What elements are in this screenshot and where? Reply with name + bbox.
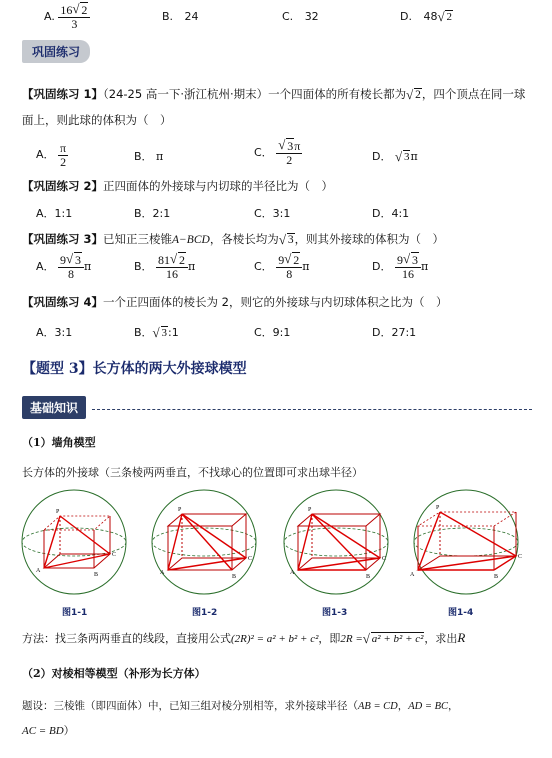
option-label: C． <box>254 146 273 160</box>
q4-option-c: C．9:1 <box>254 326 291 339</box>
radicand: 2 <box>446 11 452 23</box>
separator: ， <box>397 700 409 712</box>
question-2 <box>22 178 333 194</box>
q4-option-d: D．27:1 <box>372 326 417 339</box>
q2-option-d: D．4:1 <box>372 207 410 220</box>
radicand: 3 <box>161 327 168 339</box>
q3-option-a <box>36 251 92 281</box>
frac-den: 8 <box>286 266 293 281</box>
frac-den: 16 <box>166 266 179 281</box>
fraction <box>58 142 68 168</box>
pi: π <box>84 260 92 274</box>
frac-num: 9 <box>278 253 285 267</box>
fraction <box>58 251 84 281</box>
pi: π <box>294 139 301 153</box>
frac-den: 3 <box>71 16 78 31</box>
para-text: 题设：三棱锥（即四面体）中，已知三组对棱分别相等，求外接球半径（ <box>22 700 358 712</box>
svg-text:A: A <box>290 570 295 576</box>
pi: π <box>420 260 429 274</box>
svg-text:C: C <box>248 556 253 562</box>
sqrt: √ 2 <box>72 1 88 17</box>
prev-option-c <box>282 10 319 23</box>
figure-label-4: 图1-4 <box>448 608 474 618</box>
option-label: D. <box>400 10 412 23</box>
q1-option-a <box>36 142 68 168</box>
option-coef: 48 <box>423 10 438 23</box>
figure-label-3: 图1-3 <box>322 608 348 618</box>
math-expr: AB = CD <box>358 701 398 712</box>
q4-option-a: A．3:1 <box>36 326 73 339</box>
sqrt: √ 3 <box>152 325 168 340</box>
q1-option-b <box>134 148 163 164</box>
option-label: B． <box>134 150 153 163</box>
fraction <box>276 137 302 167</box>
option-label: A． <box>36 260 55 274</box>
radicand: 2 <box>293 253 300 267</box>
figure-label-2: 图1-2 <box>192 608 218 618</box>
pi: π <box>188 260 196 274</box>
radicand: 3 <box>287 139 294 153</box>
sqrt: √ 2 <box>170 251 186 267</box>
method-line <box>22 630 465 646</box>
option-label: B. <box>162 10 174 23</box>
question-text: （24-25 高一下·浙江杭州·期末）一个四面体的所有棱长都为 <box>103 87 407 101</box>
frac-den: 16 <box>401 266 414 281</box>
frac-num: π <box>60 141 67 155</box>
question-4 <box>22 294 447 310</box>
svg-text:A: A <box>410 572 415 578</box>
prev-option-d <box>400 10 453 23</box>
subheading-2: （2）对棱相等模型（补形为长方体） <box>22 667 206 680</box>
radicand: a² + b² + c² <box>371 633 424 645</box>
svg-text:C: C <box>382 556 387 562</box>
question-text: 已知正三棱锥 <box>103 232 173 246</box>
radicand: 2 <box>415 89 421 101</box>
option-label: A． <box>36 148 55 162</box>
sqrt: √ 3 <box>278 232 294 247</box>
fraction <box>58 1 90 31</box>
question-text: ，四个顶点在同一球 <box>421 87 526 101</box>
svg-text:B: B <box>94 572 99 578</box>
frac-den: 8 <box>68 266 75 281</box>
question-text: 正四面体的外接球与内切球的半径比为（ ） <box>103 179 334 193</box>
option-label: B． <box>134 326 153 339</box>
question-tag: 【巩固练习 4】 <box>22 295 104 309</box>
prev-option-a <box>44 1 90 31</box>
paragraph-2-line-1 <box>22 698 459 713</box>
pi: π <box>302 260 310 274</box>
question-1-line-2: 面上，则此球的体积为（ ） <box>22 113 172 127</box>
method-text: ，即 <box>318 632 341 645</box>
figure-1-2 <box>152 490 256 594</box>
question-text: 一个正四面体的棱长为 2，则它的外接球与内切球体积之比为（ ） <box>103 295 448 309</box>
option-label: A. <box>44 10 55 24</box>
method-text: ，求出 <box>424 632 458 645</box>
subheading-1: （1）墙角模型 <box>22 436 96 449</box>
q3-option-c <box>254 251 310 281</box>
math-expr: A−BCD <box>172 234 210 246</box>
q2-option-a: A．1:1 <box>36 207 73 220</box>
sqrt: √ 3 <box>394 149 410 164</box>
sqrt: √ 2 <box>437 9 452 24</box>
option-label: D． <box>372 150 392 163</box>
figure-label-1: 图1-1 <box>62 608 88 618</box>
section-title-badge: 巩固练习 <box>22 40 90 63</box>
frac-num: 9 <box>396 253 403 267</box>
radicand: 3 <box>411 253 418 267</box>
sqrt: √ a² + b² + c² <box>362 631 424 646</box>
variable: R <box>457 630 466 645</box>
svg-text:A: A <box>160 570 165 576</box>
radicand: 3 <box>287 234 294 246</box>
math-expr: AD = BC <box>408 701 448 712</box>
frac-den: 2 <box>60 154 67 169</box>
option-label: C. <box>282 10 294 23</box>
svg-text:C: C <box>518 554 523 560</box>
option-label: B． <box>134 260 153 274</box>
svg-text:A: A <box>36 568 41 574</box>
radicand: 2 <box>81 3 88 17</box>
q4-option-b <box>134 324 179 340</box>
frac-den: 2 <box>286 152 293 167</box>
divider-dashed <box>92 409 532 410</box>
pi: π <box>410 150 418 163</box>
formula: 2R = <box>340 633 363 645</box>
basic-knowledge-badge: 基础知识 <box>22 396 86 419</box>
svg-text:P: P <box>308 507 312 513</box>
figure-1-1 <box>22 490 126 594</box>
frac-num: 9 <box>60 253 67 267</box>
question-tag: 【巩固练习 1】 <box>22 87 104 101</box>
q2-option-c: C．3:1 <box>254 207 291 220</box>
question-tag: 【巩固练习 2】 <box>22 179 104 193</box>
sqrt: √ 2 <box>406 87 421 102</box>
frac-num: 16 <box>60 3 73 17</box>
option-label: C． <box>254 260 273 274</box>
svg-text:C: C <box>112 552 117 558</box>
paragraph-2-line-2 <box>22 722 75 738</box>
option-label: D． <box>372 260 392 274</box>
question-text: ，则其外接球的体积为（ ） <box>294 232 445 246</box>
svg-text:B: B <box>366 574 371 580</box>
svg-text:P: P <box>56 509 60 515</box>
question-tag: 【巩固练习 3】 <box>22 232 104 246</box>
radicand: 3 <box>403 151 410 163</box>
q1-option-d <box>372 148 418 164</box>
sqrt: √ 3 <box>278 137 294 153</box>
fraction <box>156 251 188 281</box>
option-value: :1 <box>168 326 179 339</box>
q1-option-c <box>254 137 302 167</box>
prev-option-b <box>162 10 199 23</box>
separator: ， <box>448 700 459 712</box>
q3-option-b <box>134 251 196 281</box>
subheading-1-description: 长方体的外接球（三条棱两两垂直，不找球心的位置即可求出球半径） <box>22 466 363 479</box>
question-1-line-1 <box>22 86 525 102</box>
frac-num: 81 <box>158 253 171 267</box>
question-text: ，各棱长均为 <box>209 232 279 246</box>
math-expr: AC = BD <box>22 725 64 737</box>
para-text: ） <box>63 724 75 737</box>
svg-text:P: P <box>436 505 440 511</box>
svg-text:B: B <box>232 574 237 580</box>
sqrt: √ 3 <box>402 251 418 267</box>
option-value: 24 <box>184 10 199 23</box>
option-value: π <box>156 150 164 163</box>
svg-text:P: P <box>178 507 182 513</box>
radicand: 2 <box>179 253 186 267</box>
method-text: 方法：找三条两两垂直的线段，直接用公式 <box>22 632 231 645</box>
sqrt: √ 3 <box>66 251 82 267</box>
type-heading: 【题型 3】长方体的两大外接球模型 <box>22 361 247 377</box>
svg-text:B: B <box>494 574 499 580</box>
question-3 <box>22 231 444 247</box>
fraction <box>276 251 302 281</box>
fraction <box>395 251 421 281</box>
figures-sphere-box <box>18 486 540 618</box>
formula: (2R)² = a² + b² + c² <box>231 633 319 645</box>
figure-1-3 <box>284 490 388 594</box>
q2-option-b: B．2:1 <box>134 207 171 220</box>
radicand: 3 <box>75 253 82 267</box>
option-value: 32 <box>304 10 319 23</box>
q3-option-d <box>372 251 429 281</box>
figure-1-4 <box>410 490 522 594</box>
sqrt: √ 2 <box>284 251 300 267</box>
